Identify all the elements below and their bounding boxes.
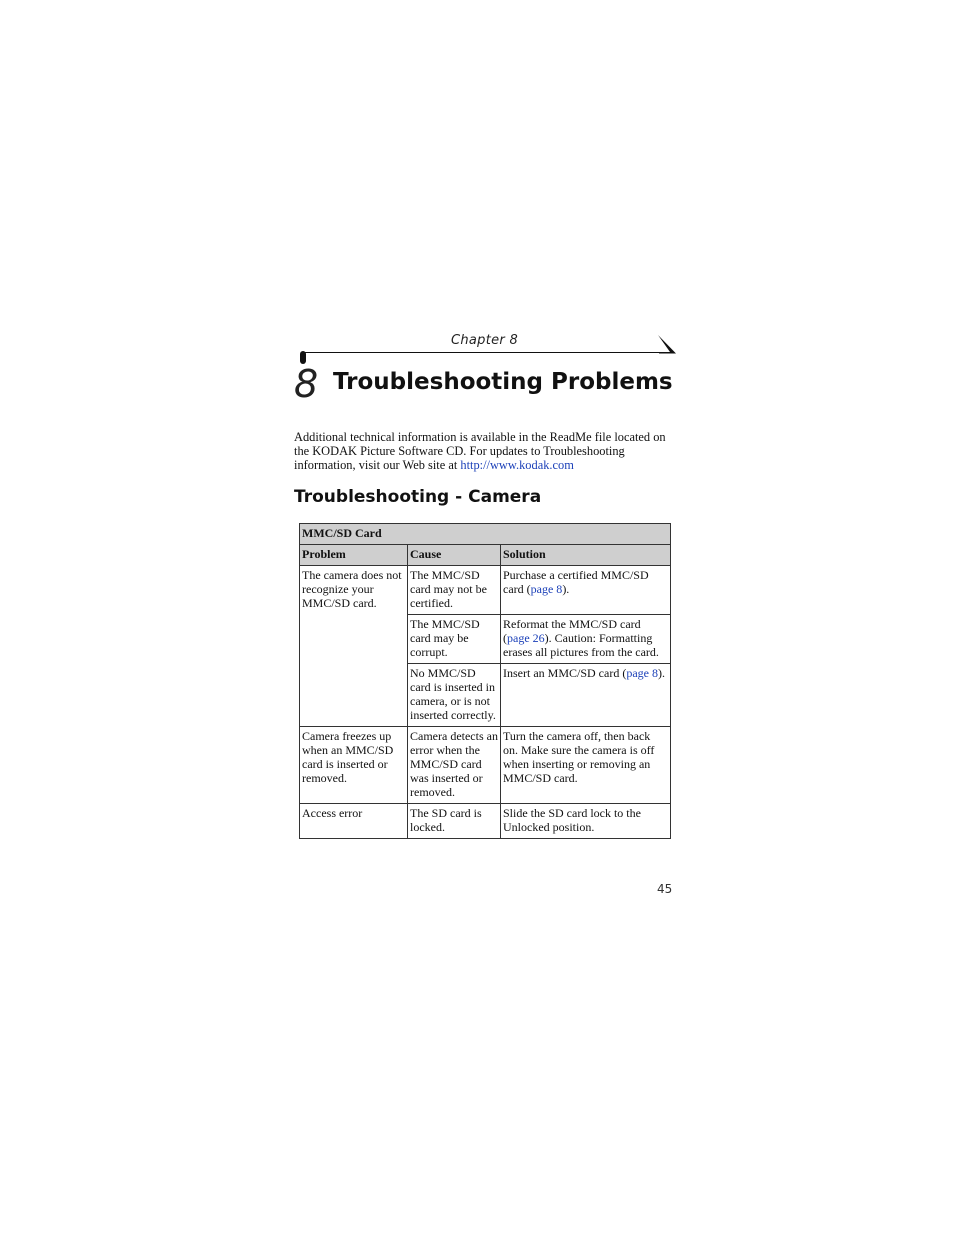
page-title: Troubleshooting Problems [333, 369, 673, 395]
page-link[interactable]: page 8 [626, 666, 658, 680]
header-solution: Solution [501, 545, 671, 566]
header-cause: Cause [408, 545, 501, 566]
section-title: Troubleshooting - Camera [294, 487, 542, 507]
chapter-label: Chapter 8 [451, 333, 519, 348]
page-number: 45 [657, 882, 673, 896]
solution-cell [501, 566, 671, 615]
chapter-arrow-icon [656, 335, 678, 355]
solution-text: ). [562, 582, 570, 596]
chapter-number: 8 [294, 362, 319, 406]
cause-cell: Camera detects an error when the MMC/SD card was inserted or removed. [408, 727, 501, 804]
table-row [300, 804, 671, 839]
page-link[interactable]: page 8 [530, 582, 563, 596]
troubleshooting-table [299, 523, 671, 839]
solution-text: Purchase a certified MMC/SD card ( [503, 568, 649, 596]
problem-cell: Access error [300, 804, 408, 839]
cause-cell: No MMC/SD card is inserted in camera, or is not inserted correctly. [408, 664, 501, 727]
intro-paragraph [294, 430, 672, 472]
problem-cell: The camera does not recognize your MMC/SD card. [300, 566, 408, 727]
header-problem: Problem [300, 545, 408, 566]
solution-text: Reformat the MMC/SD card ( [503, 617, 641, 645]
problem-cell: Camera freezes up when an MMC/SD card is inserted or removed. [300, 727, 408, 804]
solution-text: Insert an MMC/SD card ( [503, 666, 627, 680]
intro-text: Additional technical information is available in the ReadMe file located on the KODAK Picture Software CD. For updates to Troubleshooting information, visit our Web site at [294, 430, 666, 472]
table-caption: MMC/SD Card [300, 524, 671, 545]
solution-cell: Turn the camera off, then back on. Make sure the camera is off when inserting or removing an MMC/SD card. [501, 727, 671, 804]
cause-cell: The MMC/SD card may not be certified. [408, 566, 501, 615]
table-row [300, 727, 671, 804]
solution-text: ). Caution: Formatting erases all pictures from the card. [503, 631, 659, 659]
chapter-rule [304, 352, 660, 353]
solution-cell: Slide the SD card lock to the Unlocked position. [501, 804, 671, 839]
kodak-website-link[interactable]: http://www.kodak.com [460, 458, 574, 472]
solution-text: ). [657, 666, 665, 680]
solution-cell [501, 664, 671, 727]
table-row [300, 566, 671, 615]
page-link[interactable]: page 26 [507, 631, 545, 645]
solution-cell [501, 615, 671, 664]
cause-cell: The MMC/SD card may be corrupt. [408, 615, 501, 664]
cause-cell: The SD card is locked. [408, 804, 501, 839]
